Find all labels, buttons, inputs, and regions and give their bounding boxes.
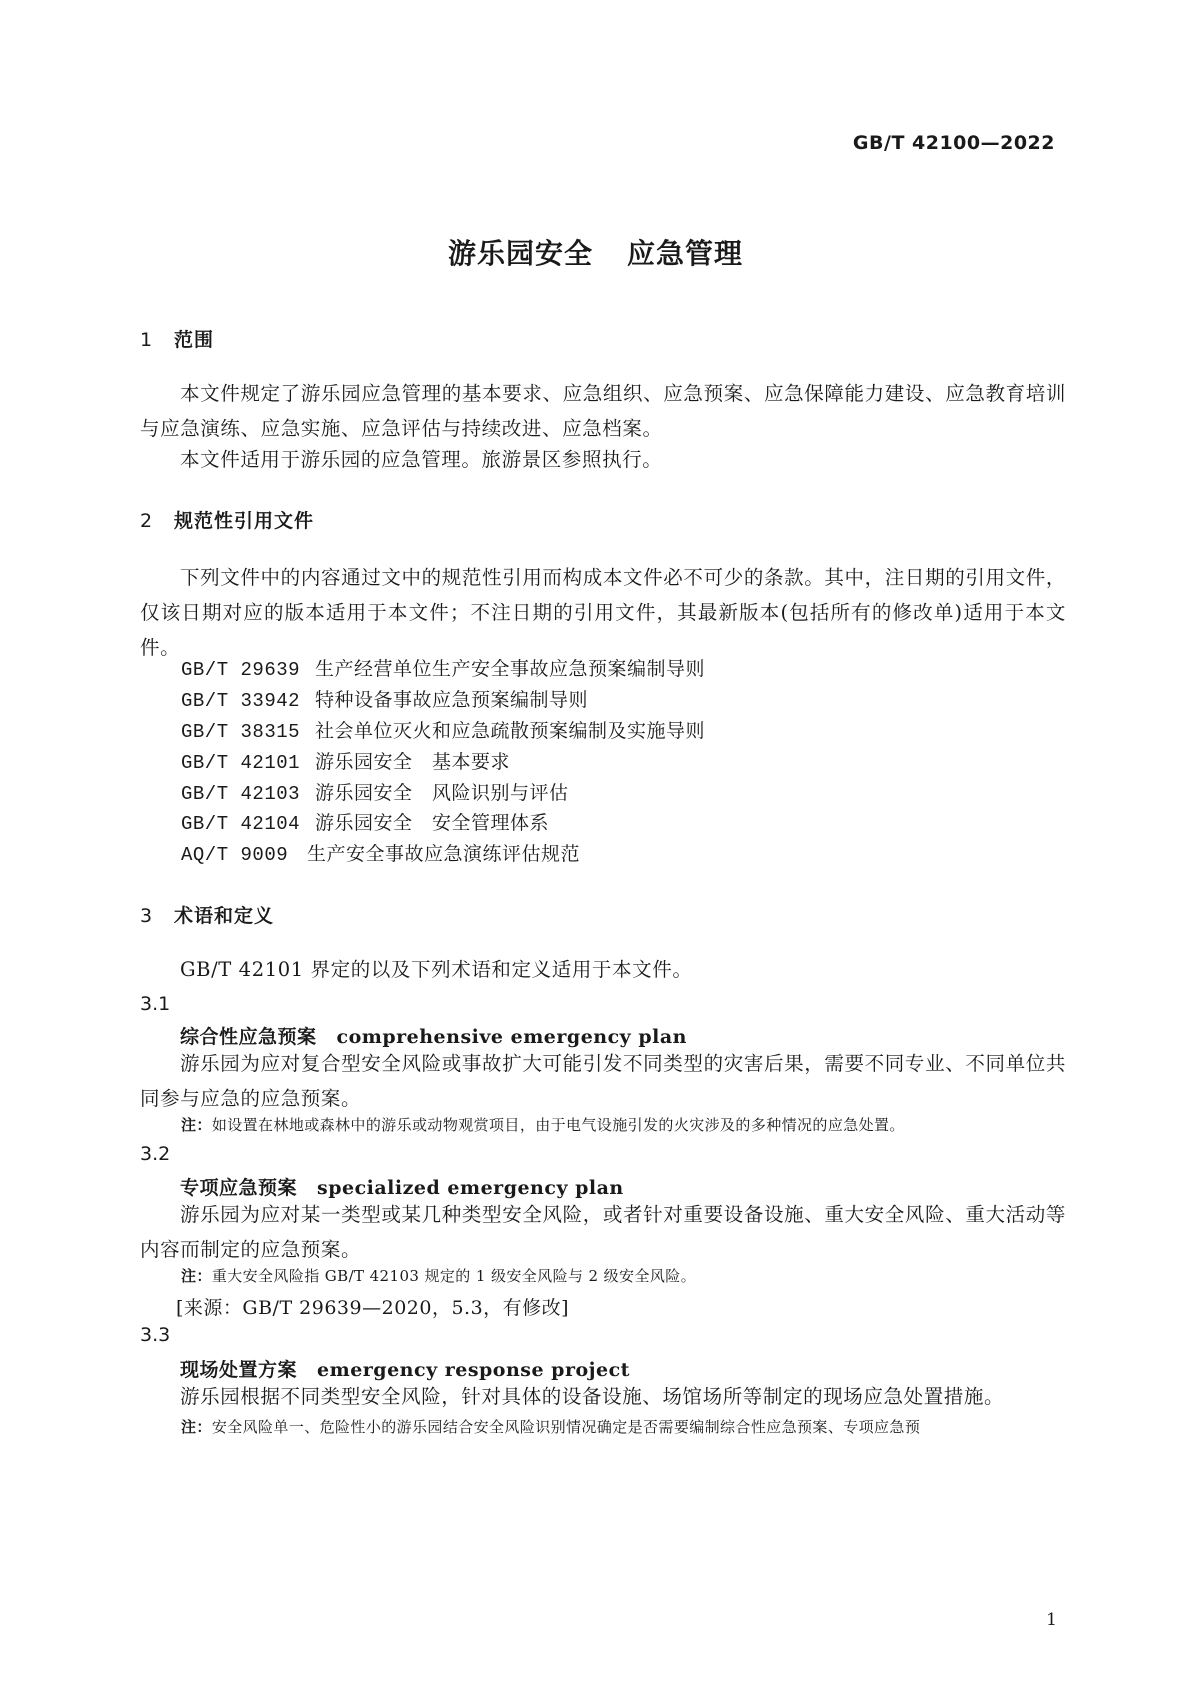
term-source: [来源：GB/T 29639—2020，5.3，有修改] (176, 1297, 570, 1319)
page-number: 1 (1046, 1610, 1057, 1630)
term-note: 注：安全风险单一、危险性小的游乐园结合安全风险识别情况确定是否需要编制综合性应急预案、专项应急预 (181, 1418, 921, 1436)
reference-item: AQ/T 9009 生产安全事故应急演练评估规范 (181, 843, 581, 866)
term-heading: 专项应急预案 specialized emergency plan (180, 1177, 624, 1199)
section-2-paragraph: 下列文件中的内容通过文中的规范性引用而构成本文件必不可少的条款。其中，注日期的引用文件，仅该日期对应的版本适用于本文件；不注日期的引用文件，其最新版本(包括所有的修改单)适用于本文件。 (140, 566, 1066, 659)
document-title (0, 232, 1191, 272)
section-1-paragraph-1: 本文件规定了游乐园应急管理的基本要求、应急组织、应急预案、应急保障能力建设、应急教育培训与应急演练、应急实施、应急评估与持续改进、应急档案。 (140, 382, 1066, 440)
reference-item: GB/T 29639 生产经营单位生产安全事故应急预案编制导则 (181, 658, 706, 681)
reference-item: GB/T 33942 特种设备事故应急预案编制导则 (181, 689, 589, 712)
standard-number: GB/T 42100—2022 (852, 132, 1055, 154)
term-definition: 游乐园为应对复合型安全风险或事故扩大可能引发不同类型的灾害后果，需要不同专业、不同单位共同参与应急的应急预案。 (140, 1052, 1066, 1110)
reference-item: GB/T 38315 社会单位灭火和应急疏散预案编制及实施导则 (181, 720, 706, 743)
section-3-heading: 3 术语和定义 (140, 905, 275, 927)
term-definition: 游乐园为应对某一类型或某几种类型安全风险，或者针对重要设备设施、重大安全风险、重大活动等内容而制定的应急预案。 (140, 1203, 1066, 1261)
term-heading: 现场处置方案 emergency response project (180, 1359, 630, 1381)
term-heading: 综合性应急预案 comprehensive emergency plan (180, 1026, 687, 1048)
term-number: 3.2 (140, 1143, 171, 1165)
section-1-heading: 1 范围 (140, 329, 215, 351)
title-part-2: 应急管理 (627, 237, 744, 270)
title-part-1: 游乐园安全 (447, 237, 593, 270)
section-2-heading: 2 规范性引用文件 (140, 510, 315, 532)
term-note: 注：重大安全风险指 GB/T 42103 规定的 1 级安全风险与 2 级安全风险。 (181, 1267, 697, 1285)
term-number: 3.1 (140, 993, 171, 1015)
term-number: 3.3 (140, 1324, 171, 1346)
reference-item: GB/T 42101 游乐园安全 基本要求 (181, 751, 511, 774)
reference-item: GB/T 42103 游乐园安全 风险识别与评估 (181, 782, 569, 805)
section-1-paragraph-2: 本文件适用于游乐园的应急管理。旅游景区参照执行。 (180, 448, 663, 471)
reference-item: GB/T 42104 游乐园安全 安全管理体系 (181, 812, 550, 835)
term-definition: 游乐园根据不同类型安全风险，针对具体的设备设施、场馆场所等制定的现场应急处置措施。 (180, 1385, 1005, 1408)
section-3-intro: GB/T 42101 界定的以及下列术语和定义适用于本文件。 (180, 958, 693, 981)
term-note: 注：如设置在林地或森林中的游乐或动物观赏项目，由于电气设施引发的火灾涉及的多种情况的应急处置。 (181, 1116, 905, 1134)
